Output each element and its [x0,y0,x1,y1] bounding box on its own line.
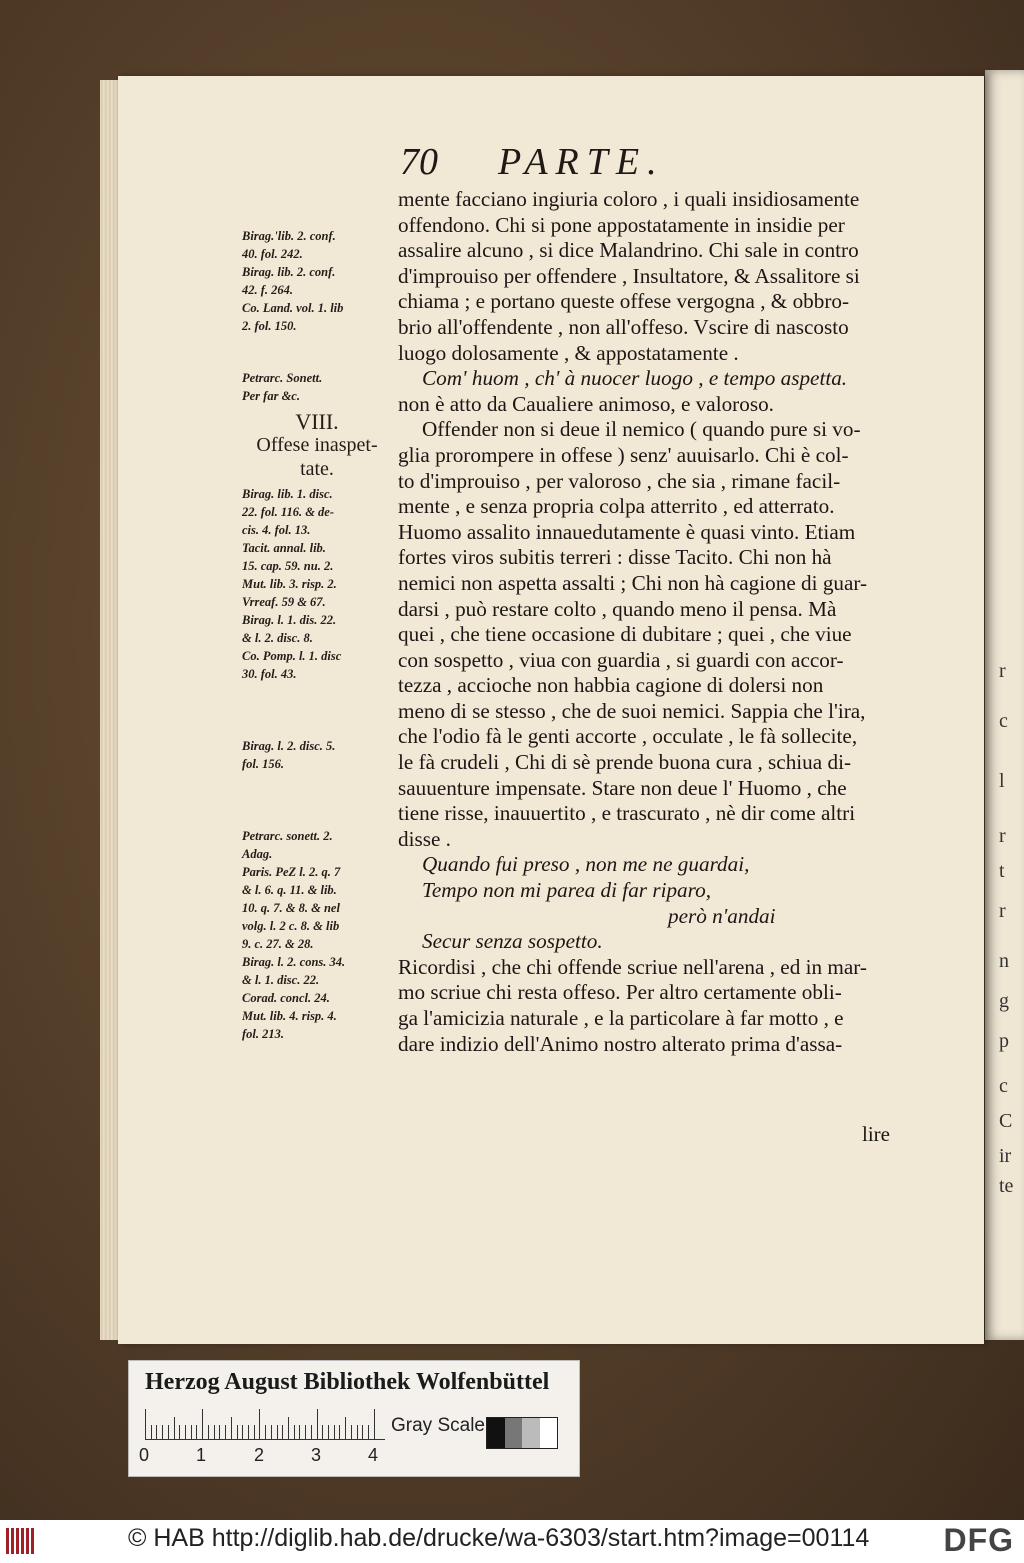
ruler-tick [328,1425,329,1439]
ruler-tick [311,1425,312,1439]
text-line: sauuenture impensate. Stare non deue l' Huomo , che [398,775,847,800]
text-line: d'improuiso per offendere , Insultatore, & Assalitore si [398,263,860,288]
footer-bar [0,1520,1024,1563]
text-line: mente facciano ingiuria coloro , i quali insidiosamente [398,187,860,211]
ruler-tick [339,1425,340,1439]
text-line: to d'improuiso , per valoroso , che sia , rimane facil- [398,468,841,493]
ruler-tick [357,1425,358,1439]
ruler-tick [151,1425,152,1439]
ruler-tick [254,1425,255,1439]
margin-note: Birag. lib. 2. conf. 42. f. 264. [242,265,336,297]
ruler-number: 4 [368,1445,379,1465]
text-line: che l'odio fà le genti accorte , occulate , le fà sollecite, [398,724,858,749]
ruler-tick [282,1425,283,1439]
gray-swatch [540,1418,558,1448]
facing-page-fragment: c [999,1075,1008,1097]
text-line: mo scriue chi resta offeso. Per altro certamente obli- [398,980,842,1005]
text-line: luogo dolosamente , & appostatamente . [398,340,739,365]
text-line: però n'andai [668,903,776,928]
text-line: brio all'offendente , non all'offeso. Vscire di nascosto [398,314,849,339]
text-line: non è atto da Caualiere animoso, e valoroso. [398,391,774,416]
ruler-tick [179,1425,180,1439]
ruler-tick [351,1425,352,1439]
text-line: assalire alcuno , si dice Malandrino. Chi sale in contro [398,238,859,263]
ruler-tick [334,1425,335,1439]
text-line: Quando fui preso , non me ne guardai, [422,852,750,877]
ruler-tick [145,1409,146,1439]
ruler-tick [242,1425,243,1439]
facing-page-edge [985,70,1024,1340]
ruler-tick [231,1417,232,1439]
text-line: dare indizio dell'Animo nostro alterato prima d'assa- [398,1031,843,1056]
ruler-tick [248,1425,249,1439]
ruler-number: 2 [254,1445,265,1465]
text-line: ga l'amicizia naturale , e la particolare à far motto , e [398,1006,844,1030]
text-line: Com' huom , ch' à nuocer luogo , e tempo aspetta. [422,366,848,391]
ruler-tick [345,1417,346,1439]
gray-swatch [522,1418,540,1448]
gray-scale-swatches [486,1417,558,1449]
margin-note: Tacit. annal. lib. 15. cap. 59. nu. 2. Mut. lib. 3. risp. 2. Vrreaf. 59 & 67. Birag. l. 1. dis. 22. & l. 2. disc. 8. Co. Pomp. l. 1. disc 30. fol. 43. [242,541,342,681]
text-line: Tempo non mi parea di far riparo, [422,878,711,903]
gray-swatch [487,1418,505,1448]
text-line: darsi , può restare colto , quando meno il pensa. Mà [398,596,837,621]
dfg-logo: DFG [943,1522,1014,1558]
text-line: meno di se stesso , che de suoi nemici. Sappia che l'ira, [398,698,866,723]
text-line: Huomo assalito innauedutamente è quasi vinto. Etiam [398,519,856,544]
facing-page-fragment: t [999,860,1005,882]
margin-note: Birag. lib. 1. disc. 22. fol. 116. & de- cis. 4. fol. 13. [242,487,335,537]
ruler-tick [288,1417,289,1439]
facing-page-fragment: C [999,1110,1013,1132]
facing-page-fragment: te [999,1175,1014,1197]
facing-page-fragment: l [999,770,1005,792]
ruler-number: 1 [196,1445,207,1465]
ruler-tick [322,1425,323,1439]
ruler-tick [219,1425,220,1439]
text-line: disse . [398,826,451,851]
text-line: mente , e senza propria colpa atterrito , ed atterrato. [398,494,835,519]
section-number: VIII. [295,409,339,434]
text-line: tezza , accioche non habbia cagione di dolersi non [398,673,824,698]
catchword: lire [862,1122,890,1146]
ruler-tick [162,1425,163,1439]
text-line: Secur senza sospetto. [422,929,603,954]
ruler-tick [196,1425,197,1439]
margin-note: Birag. l. 2. disc. 5. fol. 156. [242,739,336,771]
margin-note: Petrarc. Sonett. Per far &c. [242,371,323,403]
page-header [400,140,665,184]
ruler-number: 3 [311,1445,322,1465]
facing-page-fragment: r [999,825,1006,847]
footer-link[interactable]: © HAB http://diglib.hab.de/drucke/wa-6303/start.htm?image=00114 [128,1524,870,1552]
margin-notes [242,227,392,1061]
page-number: 70 [400,141,438,183]
ruler-tick [265,1425,266,1439]
gray-scale-label: Gray Scale [391,1415,485,1436]
text-line: fortes viros subitis terreri : disse Tacito. Chi non hà [398,545,832,570]
ruler-tick [277,1425,278,1439]
ruler-tick [225,1425,226,1439]
ruler-tick [362,1425,363,1439]
ruler-tick [191,1425,192,1439]
ruler-tick [208,1425,209,1439]
color-reference-card [128,1360,580,1477]
scale-ruler [145,1409,385,1440]
ruler-tick [294,1425,295,1439]
facing-page-fragment: p [999,1030,1009,1052]
ruler-tick [368,1425,369,1439]
ruler-tick [374,1409,375,1439]
gray-swatch [505,1418,523,1448]
hab-logo-icon [6,1528,40,1554]
ruler-tick [202,1409,203,1439]
text-line: offendono. Chi si pone appostatamente in insidie per [398,212,845,237]
text-line: con sospetto , viua con guardia , si guardi con accor- [398,647,844,672]
facing-page-fragment: g [999,990,1009,1012]
section-title: Offese inaspet- tate. [256,434,378,480]
margin-note: Petrarc. sonett. 2. Adag. Paris. PeZ l. 2. q. 7 & l. 6. q. 11. & lib. 10. q. 7. & 8. & nel volg. l. 2 c. 8. & lib 9. c. 27. & 28. Birag. l. 2. cons. 34. & l. 1. disc. 22. Corad. concl. 24. Mut. lib. 4. risp. 4. fol. 213. [242,829,346,1041]
ruler-tick [168,1425,169,1439]
margin-note: Birag.'lib. 2. conf. 40. fol. 242. [242,229,336,261]
margin-note: Co. Land. vol. 1. lib 2. fol. 150. [242,301,344,333]
text-line: glia prorompere in offese ) senz' auuisarlo. Chi è col- [398,442,849,467]
text-line: quei , che tiene occasione di dubitare ; quei , che viue [398,622,852,647]
margin-group-1 [242,227,392,335]
facing-page-fragment: r [999,660,1006,682]
running-title: PARTE. [498,141,665,183]
text-line: chiama ; e portano queste offese vergogna , & obbro- [398,289,850,314]
text-line: Offender non si deue il nemico ( quando pure si vo- [422,417,861,442]
ruler-tick [214,1425,215,1439]
ruler-tick [237,1425,238,1439]
facing-page-fragment: n [999,950,1009,972]
ruler-tick [271,1425,272,1439]
ruler-tick [305,1425,306,1439]
text-line: tiene risse, inauuertito , e trascurato , nè dir come altri [398,801,856,826]
text-line: Ricordisi , che chi offende scriue nell'arena , ed in mar- [398,954,867,979]
ruler-tick [259,1409,260,1439]
text-line: nemici non aspetta assalti ; Chi non hà cagione di guar- [398,570,868,595]
body-text [398,187,938,1057]
library-name: Herzog August Bibliothek Wolfenbüttel [145,1369,550,1395]
ruler-tick [299,1425,300,1439]
ruler-tick [156,1425,157,1439]
ruler-tick [174,1417,175,1439]
ruler-number: 0 [139,1445,150,1465]
ruler-tick [185,1425,186,1439]
text-line: le fà crudeli , Chi di sè prende buona cura , schiua di- [398,750,852,775]
facing-page-fragment: c [999,710,1008,732]
ruler-tick [317,1409,318,1439]
facing-page-fragment: ir [999,1145,1012,1167]
facing-page-fragment: r [999,900,1006,922]
